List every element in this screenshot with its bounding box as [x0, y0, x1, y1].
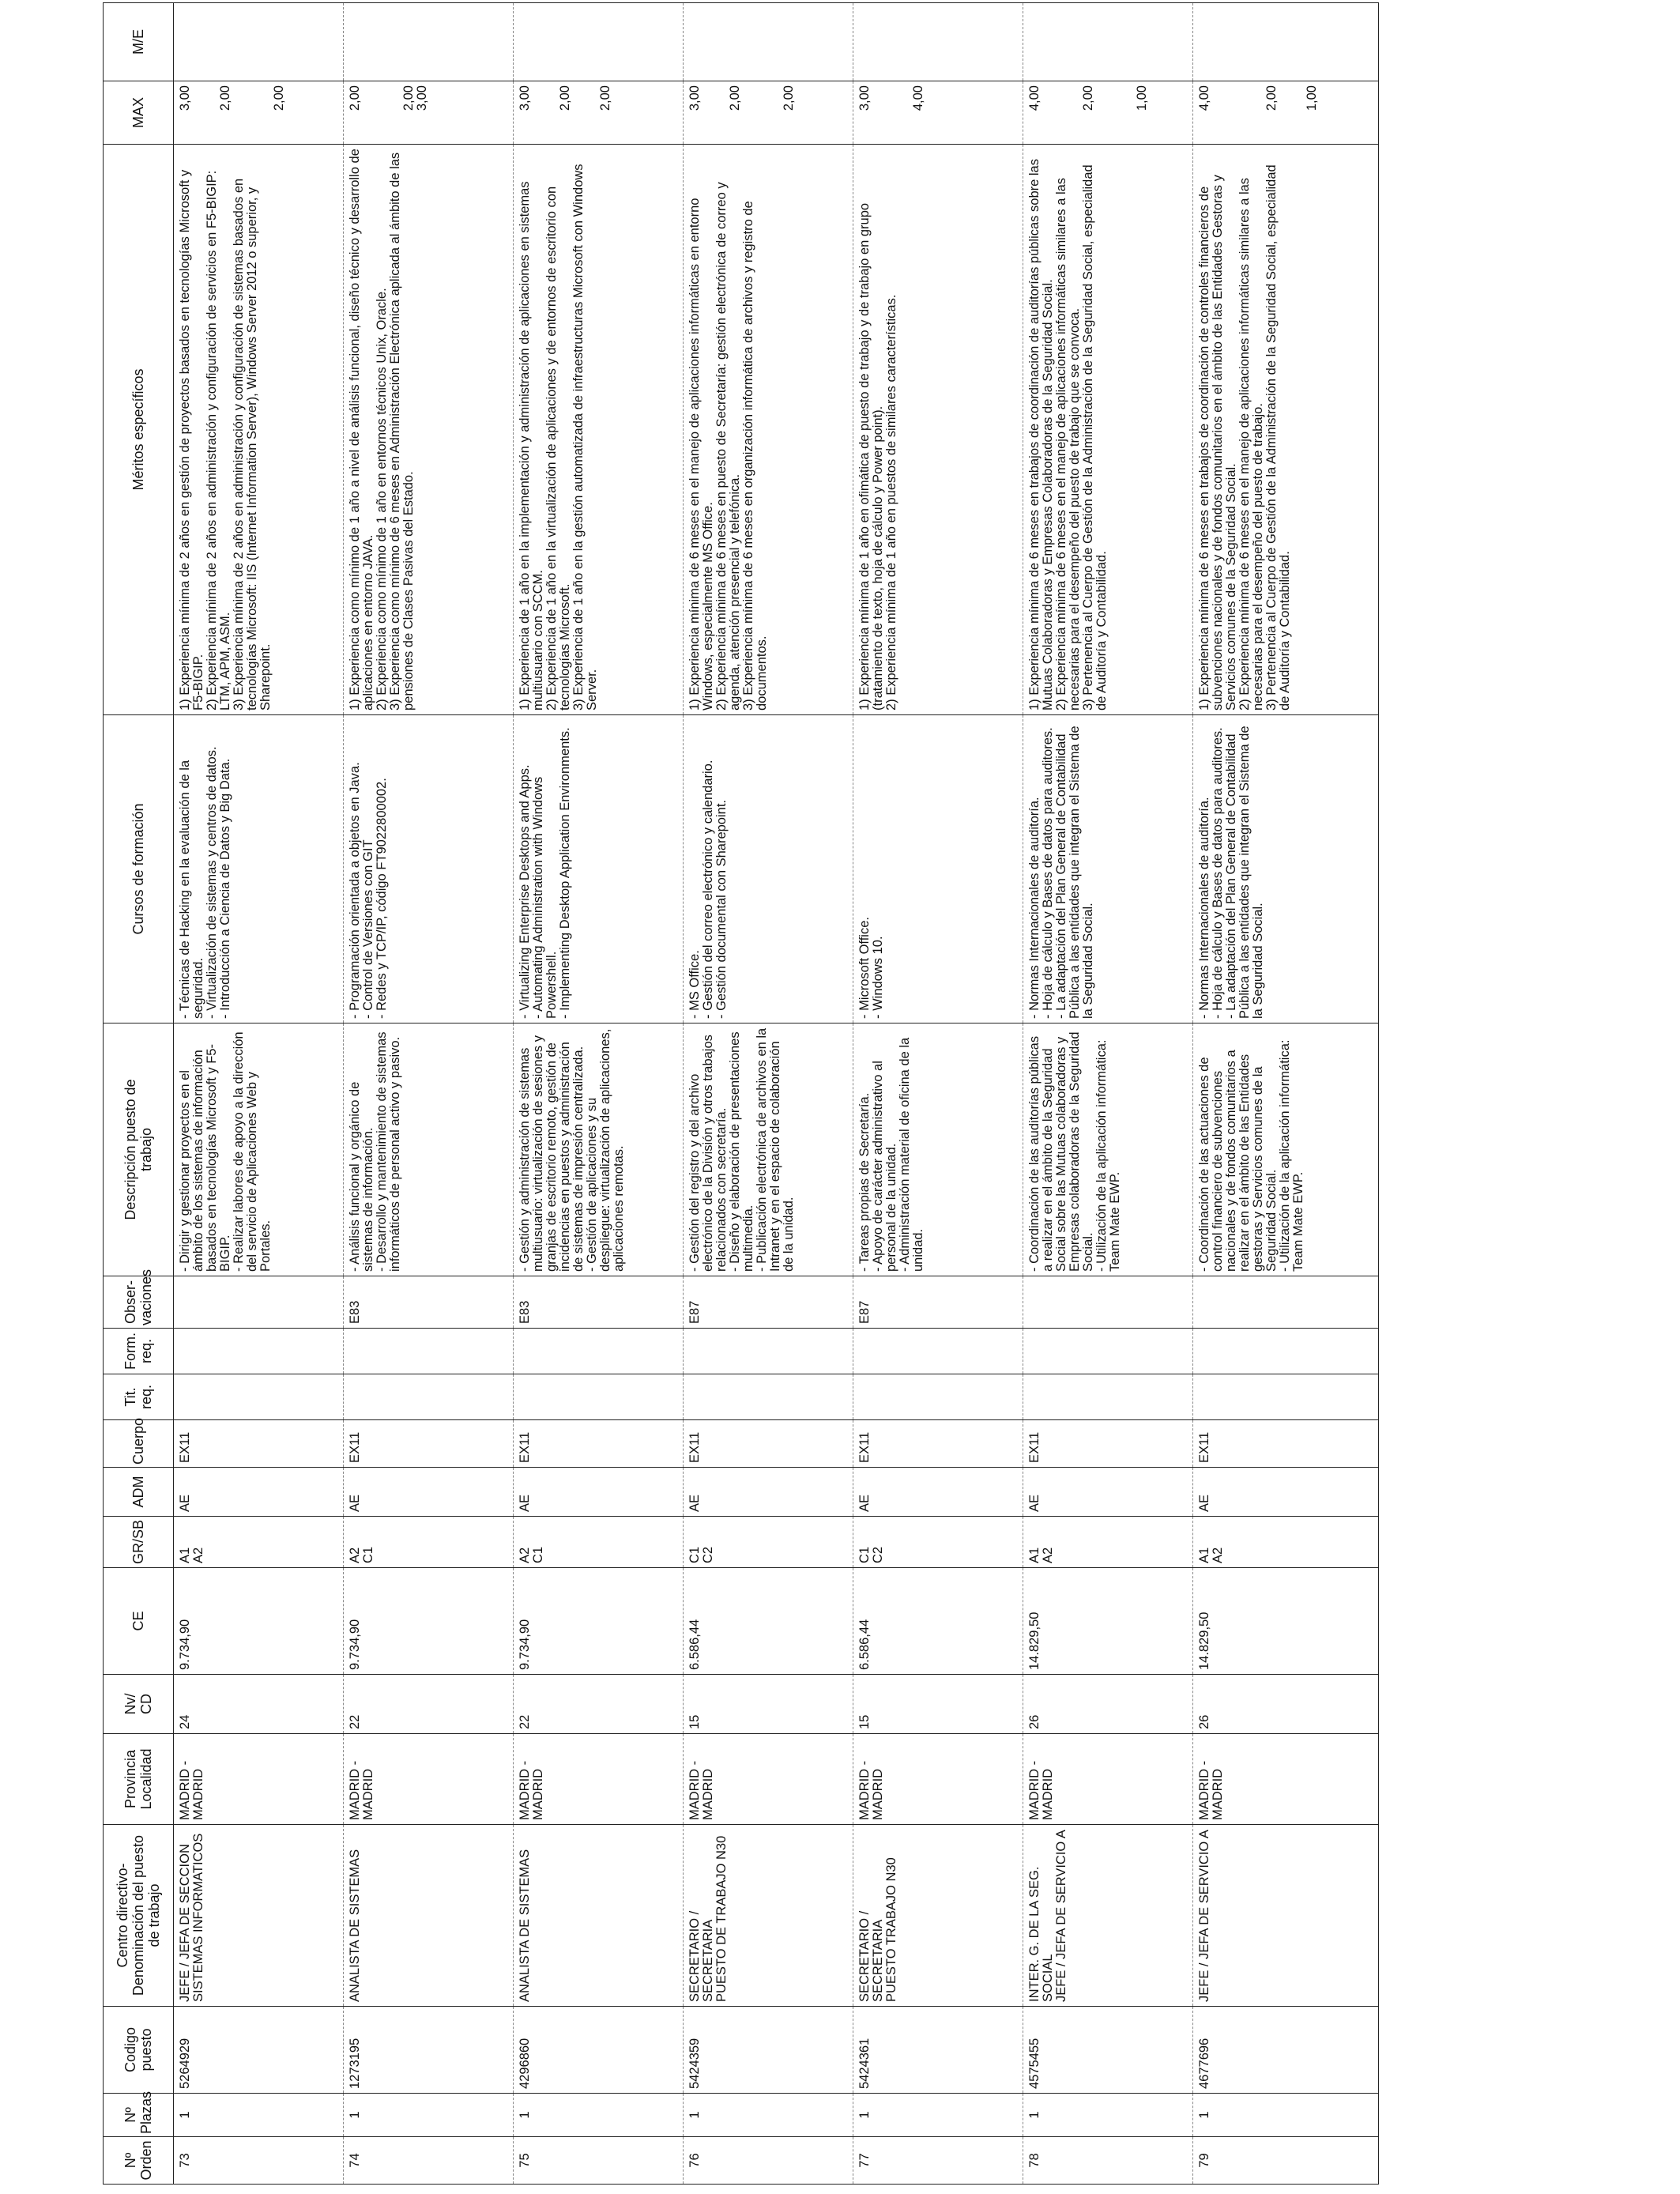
cell-centro: JEFE / JEFA DE SECCION SISTEMAS INFORMATICOS	[174, 1825, 344, 2007]
cell-descripcion: - Gestión y administración de sistemas multiusuario: virtualización de sesiones y granjas de escritorio remoto, gestión de incidencias en puestos y administración de sistemas de impresión centralizada. - Gestión de aplicaciones y su despliegue: virtualización de aplicaciones, aplicaciones remotas.	[514, 1023, 684, 1276]
cell-me	[174, 3, 344, 81]
cell-centro: ANALISTA DE SISTEMAS	[514, 1825, 684, 2007]
cell-max: 3,00 2,00 2,00	[174, 81, 344, 145]
cell-grupo: A1 A2	[1023, 1517, 1193, 1568]
cell-grupo: A2 C1	[344, 1517, 514, 1568]
header-centro: Centro directivo- Denominación del puesto de trabajo	[104, 1825, 174, 2007]
cell-orden: 79	[1193, 2137, 1379, 2185]
cell-form	[514, 1329, 684, 1374]
cell-meritos: 1) Experiencia mínima de 2 años en gestión de proyectos basados en tecnologías Microsoft y F5-BIGIP. 2) Experiencia mínima de 2 años en administración y configuración de servicios en F5-BIGIP: LTM, APM, ASM. 3) Experiencia mínima de 2 años en administración y configuración de sistemas basados en tecnologías Microsoft: IIS (Internet Information Server), Windows Server 2012 o superior, y Sharepoint.	[174, 145, 344, 715]
cell-codigo: 4575455	[1023, 2007, 1193, 2094]
cell-form	[1193, 1329, 1379, 1374]
cell-cursos: - Programación orientada a objetos en Java. - Control de Versiones con GIT - Redes y TCP/IP, código FT9022800002.	[344, 715, 514, 1023]
cell-plazas: 1	[344, 2094, 514, 2137]
cell-obs: E83	[514, 1276, 684, 1329]
cell-descripcion: - Coordinación de las actuaciones de control financiero de subvenciones nacionales y de fondos comunitarios a realizar en el ámbito de las Entidades gestoras y Servicios comunes de la Seguridad Social. - Utilización de la aplicación informática: Team Mate EWP.	[1193, 1023, 1379, 1276]
cell-adm: AE	[1023, 1468, 1193, 1517]
cell-plazas: 1	[1023, 2094, 1193, 2137]
cell-obs	[174, 1276, 344, 1329]
cell-cursos: - Virtualizing Enterprise Desktops and Apps. - Automating Administration with Windows Powershell. - Implementing Desktop Application Environments.	[514, 715, 684, 1023]
cell-form	[344, 1329, 514, 1374]
cell-plazas: 1	[853, 2094, 1023, 2137]
cell-cuerpo: EX11	[684, 1420, 853, 1468]
cell-centro: ANALISTA DE SISTEMAS	[344, 1825, 514, 2007]
cell-orden: 78	[1023, 2137, 1193, 2185]
cell-centro: INTER. G. DE LA SEG. SOCIAL JEFE / JEFA DE SERVICIO A	[1023, 1825, 1193, 2007]
header-cuerpo: Cuerpo	[104, 1420, 174, 1468]
header-orden: Nº Orden	[104, 2137, 174, 2185]
cell-meritos: 1) Experiencia como mínimo de 1 año a nivel de análisis funcional, diseño técnico y desarrollo de aplicaciones en entorno JAVA. 2) Experiencia como mínimo de 1 año en entornos técnicos Unix, Oracle. 3) Experiencia como mínimo de 6 meses en Administración Electrónica aplicada al ámbito de las pensiones de Clases Pasivas del Estado.	[344, 145, 514, 715]
cell-form	[853, 1329, 1023, 1374]
cell-nivel: 22	[344, 1675, 514, 1734]
header-meritos: Méritos específicos	[104, 145, 174, 715]
cell-max: 3,00 2,00 2,00	[514, 81, 684, 145]
cell-grupo: A1 A2	[1193, 1517, 1379, 1568]
header-descripcion: Descripción puesto de trabajo	[104, 1023, 174, 1276]
cell-provincia: MADRID - MADRID	[344, 1734, 514, 1825]
header-nivel: Nv/ CD	[104, 1675, 174, 1734]
header-grupo: GR/SB	[104, 1517, 174, 1568]
cell-orden: 75	[514, 2137, 684, 2185]
table-row	[514, 3, 684, 2185]
header-row	[104, 3, 174, 2185]
cell-obs: E87	[684, 1276, 853, 1329]
cell-grupo: C1 C2	[684, 1517, 853, 1568]
cell-nivel: 22	[514, 1675, 684, 1734]
cell-codigo: 4677696	[1193, 2007, 1379, 2094]
header-adm: ADM	[104, 1468, 174, 1517]
cell-nivel: 15	[684, 1675, 853, 1734]
cell-adm: AE	[514, 1468, 684, 1517]
cell-tit	[174, 1374, 344, 1420]
cell-orden: 73	[174, 2137, 344, 2185]
cell-plazas: 1	[1193, 2094, 1379, 2137]
cell-codigo: 5424359	[684, 2007, 853, 2094]
cell-obs: E87	[853, 1276, 1023, 1329]
cell-me	[514, 3, 684, 81]
cell-cursos: - MS Office. - Gestión del correo electrónico y calendario. - Gestión documental con Sharepoint.	[684, 715, 853, 1023]
header-tit: Tit. req.	[104, 1374, 174, 1420]
table-row	[344, 3, 514, 2185]
cell-max: 3,00 4,00	[853, 81, 1023, 145]
cell-orden: 74	[344, 2137, 514, 2185]
cell-me	[853, 3, 1023, 81]
cell-orden: 77	[853, 2137, 1023, 2185]
cell-adm: AE	[344, 1468, 514, 1517]
cell-descripcion: - Dirigir y gestionar proyectos en el ámbito de los sistemas de información basados en tecnologías Microsoft y F5-BIGIP. - Realizar labores de apoyo a la dirección del servicio de Aplicaciones Web y Portales.	[174, 1023, 344, 1276]
cell-max: 4,00 2,00 1,00	[1193, 81, 1379, 145]
cell-grupo: C1 C2	[853, 1517, 1023, 1568]
cell-cuerpo: EX11	[344, 1420, 514, 1468]
cell-descripcion: - Coordinación de las auditorías públicas a realizar en el ámbito de la Seguridad Social sobre las Mutuas colaboradoras y Empresas colaboradoras de la Seguridad Social. - Utilización de la aplicación informática: Team Mate EWP.	[1023, 1023, 1193, 1276]
cell-meritos: 1) Experiencia mínima de 6 meses en el manejo de aplicaciones informáticas en entorno Windows, especialmente MS Office. 2) Experiencia mínima de 6 meses en puesto de Secretaría: gestión electrónica de correo y agenda, atención presencial y telefónica. 3) Experiencia mínima de 6 meses en organización informática de archivos y registro de documentos.	[684, 145, 853, 715]
cell-grupo: A1 A2	[174, 1517, 344, 1568]
cell-grupo: A2 C1	[514, 1517, 684, 1568]
cell-ce: 14.829,50	[1193, 1568, 1379, 1675]
cell-me	[684, 3, 853, 81]
cell-ce: 6.586,44	[853, 1568, 1023, 1675]
positions-table	[103, 2, 1379, 2185]
cell-plazas: 1	[174, 2094, 344, 2137]
cell-tit	[514, 1374, 684, 1420]
cell-descripcion: - Gestión del registro y del archivo electrónico de la División y otros trabajos relacionados con secretaría. - Diseño y elaboración de presentaciones multimedia. - Publicación electrónica de archivos en la Intranet y en el espacio de colaboración de la unidad.	[684, 1023, 853, 1276]
table-row	[174, 3, 344, 2185]
cell-adm: AE	[853, 1468, 1023, 1517]
cell-descripcion: - Tareas propias de Secretaría. - Apoyo de carácter administrativo al personal de la unidad. - Administración material de oficina de la unidad.	[853, 1023, 1023, 1276]
cell-max: 4,00 2,00 1,00	[1023, 81, 1193, 145]
cell-provincia: MADRID - MADRID	[684, 1734, 853, 1825]
cell-tit	[1023, 1374, 1193, 1420]
cell-obs	[1023, 1276, 1193, 1329]
cell-adm: AE	[174, 1468, 344, 1517]
cell-cursos: - Técnicas de Hacking en la evaluación de la seguridad. - Virtualización de sistemas y centros de datos. - Introducción a Ciencia de Datos y Big Data.	[174, 715, 344, 1023]
cell-nivel: 15	[853, 1675, 1023, 1734]
cell-tit	[853, 1374, 1023, 1420]
header-cursos: Cursos de formación	[104, 715, 174, 1023]
header-ce: CE	[104, 1568, 174, 1675]
cell-ce: 6.586,44	[684, 1568, 853, 1675]
header-max: MAX	[104, 81, 174, 145]
cell-codigo: 4296860	[514, 2007, 684, 2094]
table-row	[1023, 3, 1193, 2185]
cell-cursos: - Microsoft Office. - Windows 10.	[853, 715, 1023, 1023]
cell-tit	[1193, 1374, 1379, 1420]
cell-cursos: - Normas Internacionales de auditoría. - Hoja de cálculo y Bases de datos para auditores. - La adaptación del Plan General de Contabilidad Pública a las entidades que integran el Sistema de la Seguridad Social.	[1193, 715, 1379, 1023]
cell-form	[174, 1329, 344, 1374]
cell-centro: JEFE / JEFA DE SERVICIO A	[1193, 1825, 1379, 2007]
table-row	[684, 3, 853, 2185]
cell-provincia: MADRID - MADRID	[853, 1734, 1023, 1825]
cell-ce: 14.829,50	[1023, 1568, 1193, 1675]
cell-provincia: MADRID - MADRID	[514, 1734, 684, 1825]
cell-descripcion: - Análisis funcional y orgánico de sistemas de información. - Desarrollo y mantenimiento de sistemas informáticos de personal activo y pasivo.	[344, 1023, 514, 1276]
table-row	[853, 3, 1023, 2185]
cell-cuerpo: EX11	[853, 1420, 1023, 1468]
table-row	[1193, 3, 1379, 2185]
cell-nivel: 26	[1193, 1675, 1379, 1734]
cell-tit	[684, 1374, 853, 1420]
cell-meritos: 1) Experiencia de 1 año en la implementación y administración de aplicaciones en sistemas multiusuario con SCCM. 2) Experiencia de 1 año en la virtualización de aplicaciones y de entornos de escritorio con tecnologías Microsoft. 3) Experiencia de 1 año en la gestión automatizada de infraestructuras Microsoft con Windows Server.	[514, 145, 684, 715]
header-plazas: Nº Plazas	[104, 2094, 174, 2137]
cell-nivel: 24	[174, 1675, 344, 1734]
cell-max: 3,00 2,00 2,00	[684, 81, 853, 145]
cell-meritos: 1) Experiencia mínima de 6 meses en trabajos de coordinación de auditorías públicas sobre las Mutuas Colaboradoras y Empresas Colaboradoras de la Seguridad Social. 2) Experiencia mínima de 6 meses en el manejo de aplicaciones informáticas similares a las necesarias para el desempeño del puesto de trabajo que se convoca. 3) Pertenencia al Cuerpo de Gestión de la Administración de la Seguridad Social, especialidad de Auditoría y Contabilidad.	[1023, 145, 1193, 715]
cell-plazas: 1	[684, 2094, 853, 2137]
cell-cuerpo: EX11	[1193, 1420, 1379, 1468]
cell-ce: 9.734,90	[344, 1568, 514, 1675]
header-form: Form. req.	[104, 1329, 174, 1374]
cell-me	[344, 3, 514, 81]
cell-tit	[344, 1374, 514, 1420]
cell-form	[1023, 1329, 1193, 1374]
cell-ce: 9.734,90	[174, 1568, 344, 1675]
cell-adm: AE	[684, 1468, 853, 1517]
cell-ce: 9.734,90	[514, 1568, 684, 1675]
cell-me	[1193, 3, 1379, 81]
cell-meritos: 1) Experiencia mínima de 1 año en ofimática de puesto de trabajo y de trabajo en grupo (tratamiento de texto, hoja de cálculo y Power point). 2) Experiencia mínima de 1 año en puestos de similares características.	[853, 145, 1023, 715]
cell-cuerpo: EX11	[174, 1420, 344, 1468]
cell-provincia: MADRID - MADRID	[1023, 1734, 1193, 1825]
cell-obs: E83	[344, 1276, 514, 1329]
cell-me	[1023, 3, 1193, 81]
header-codigo: Codigo puesto	[104, 2007, 174, 2094]
cell-meritos: 1) Experiencia mínima de 6 meses en trabajos de coordinación de controles financieros de subvenciones nacionales y de fondos comunitarios en el ámbito de las Entidades Gestoras y Servicios comunes de la Seguridad Social. 2) Experiencia mínima de 6 meses en el manejo de aplicaciones informáticas similares a las necesarias para el desempeño del puesto de trabajo. 3) Pertenencia al Cuerpo de Gestión de la Administración de la Seguridad Social, especialidad de Auditoría y Contabilidad.	[1193, 145, 1379, 715]
cell-centro: SECRETARIO / SECRETARIA PUESTO DE TRABAJO N30	[684, 1825, 853, 2007]
cell-codigo: 1273195	[344, 2007, 514, 2094]
header-obs: Obser- vaciones	[104, 1276, 174, 1329]
cell-orden: 76	[684, 2137, 853, 2185]
cell-cuerpo: EX11	[1023, 1420, 1193, 1468]
cell-nivel: 26	[1023, 1675, 1193, 1734]
cell-plazas: 1	[514, 2094, 684, 2137]
cell-form	[684, 1329, 853, 1374]
cell-cursos: - Normas Internacionales de auditoría. - Hoja de cálculo y Bases de datos para auditores. - La adaptación del Plan General de Contabilidad Pública a las entidades que integran el Sistema de la Seguridad Social.	[1023, 715, 1193, 1023]
cell-cuerpo: EX11	[514, 1420, 684, 1468]
header-me: M/E	[104, 3, 174, 81]
cell-adm: AE	[1193, 1468, 1379, 1517]
cell-max: 2,00 2,00 3,00	[344, 81, 514, 145]
cell-provincia: MADRID - MADRID	[174, 1734, 344, 1825]
cell-centro: SECRETARIO / SECRETARIA PUESTO TRABAJO N30	[853, 1825, 1023, 2007]
cell-provincia: MADRID - MADRID	[1193, 1734, 1379, 1825]
cell-codigo: 5424361	[853, 2007, 1023, 2094]
cell-obs	[1193, 1276, 1379, 1329]
header-provincia: Provincia Localidad	[104, 1734, 174, 1825]
cell-codigo: 5264929	[174, 2007, 344, 2094]
